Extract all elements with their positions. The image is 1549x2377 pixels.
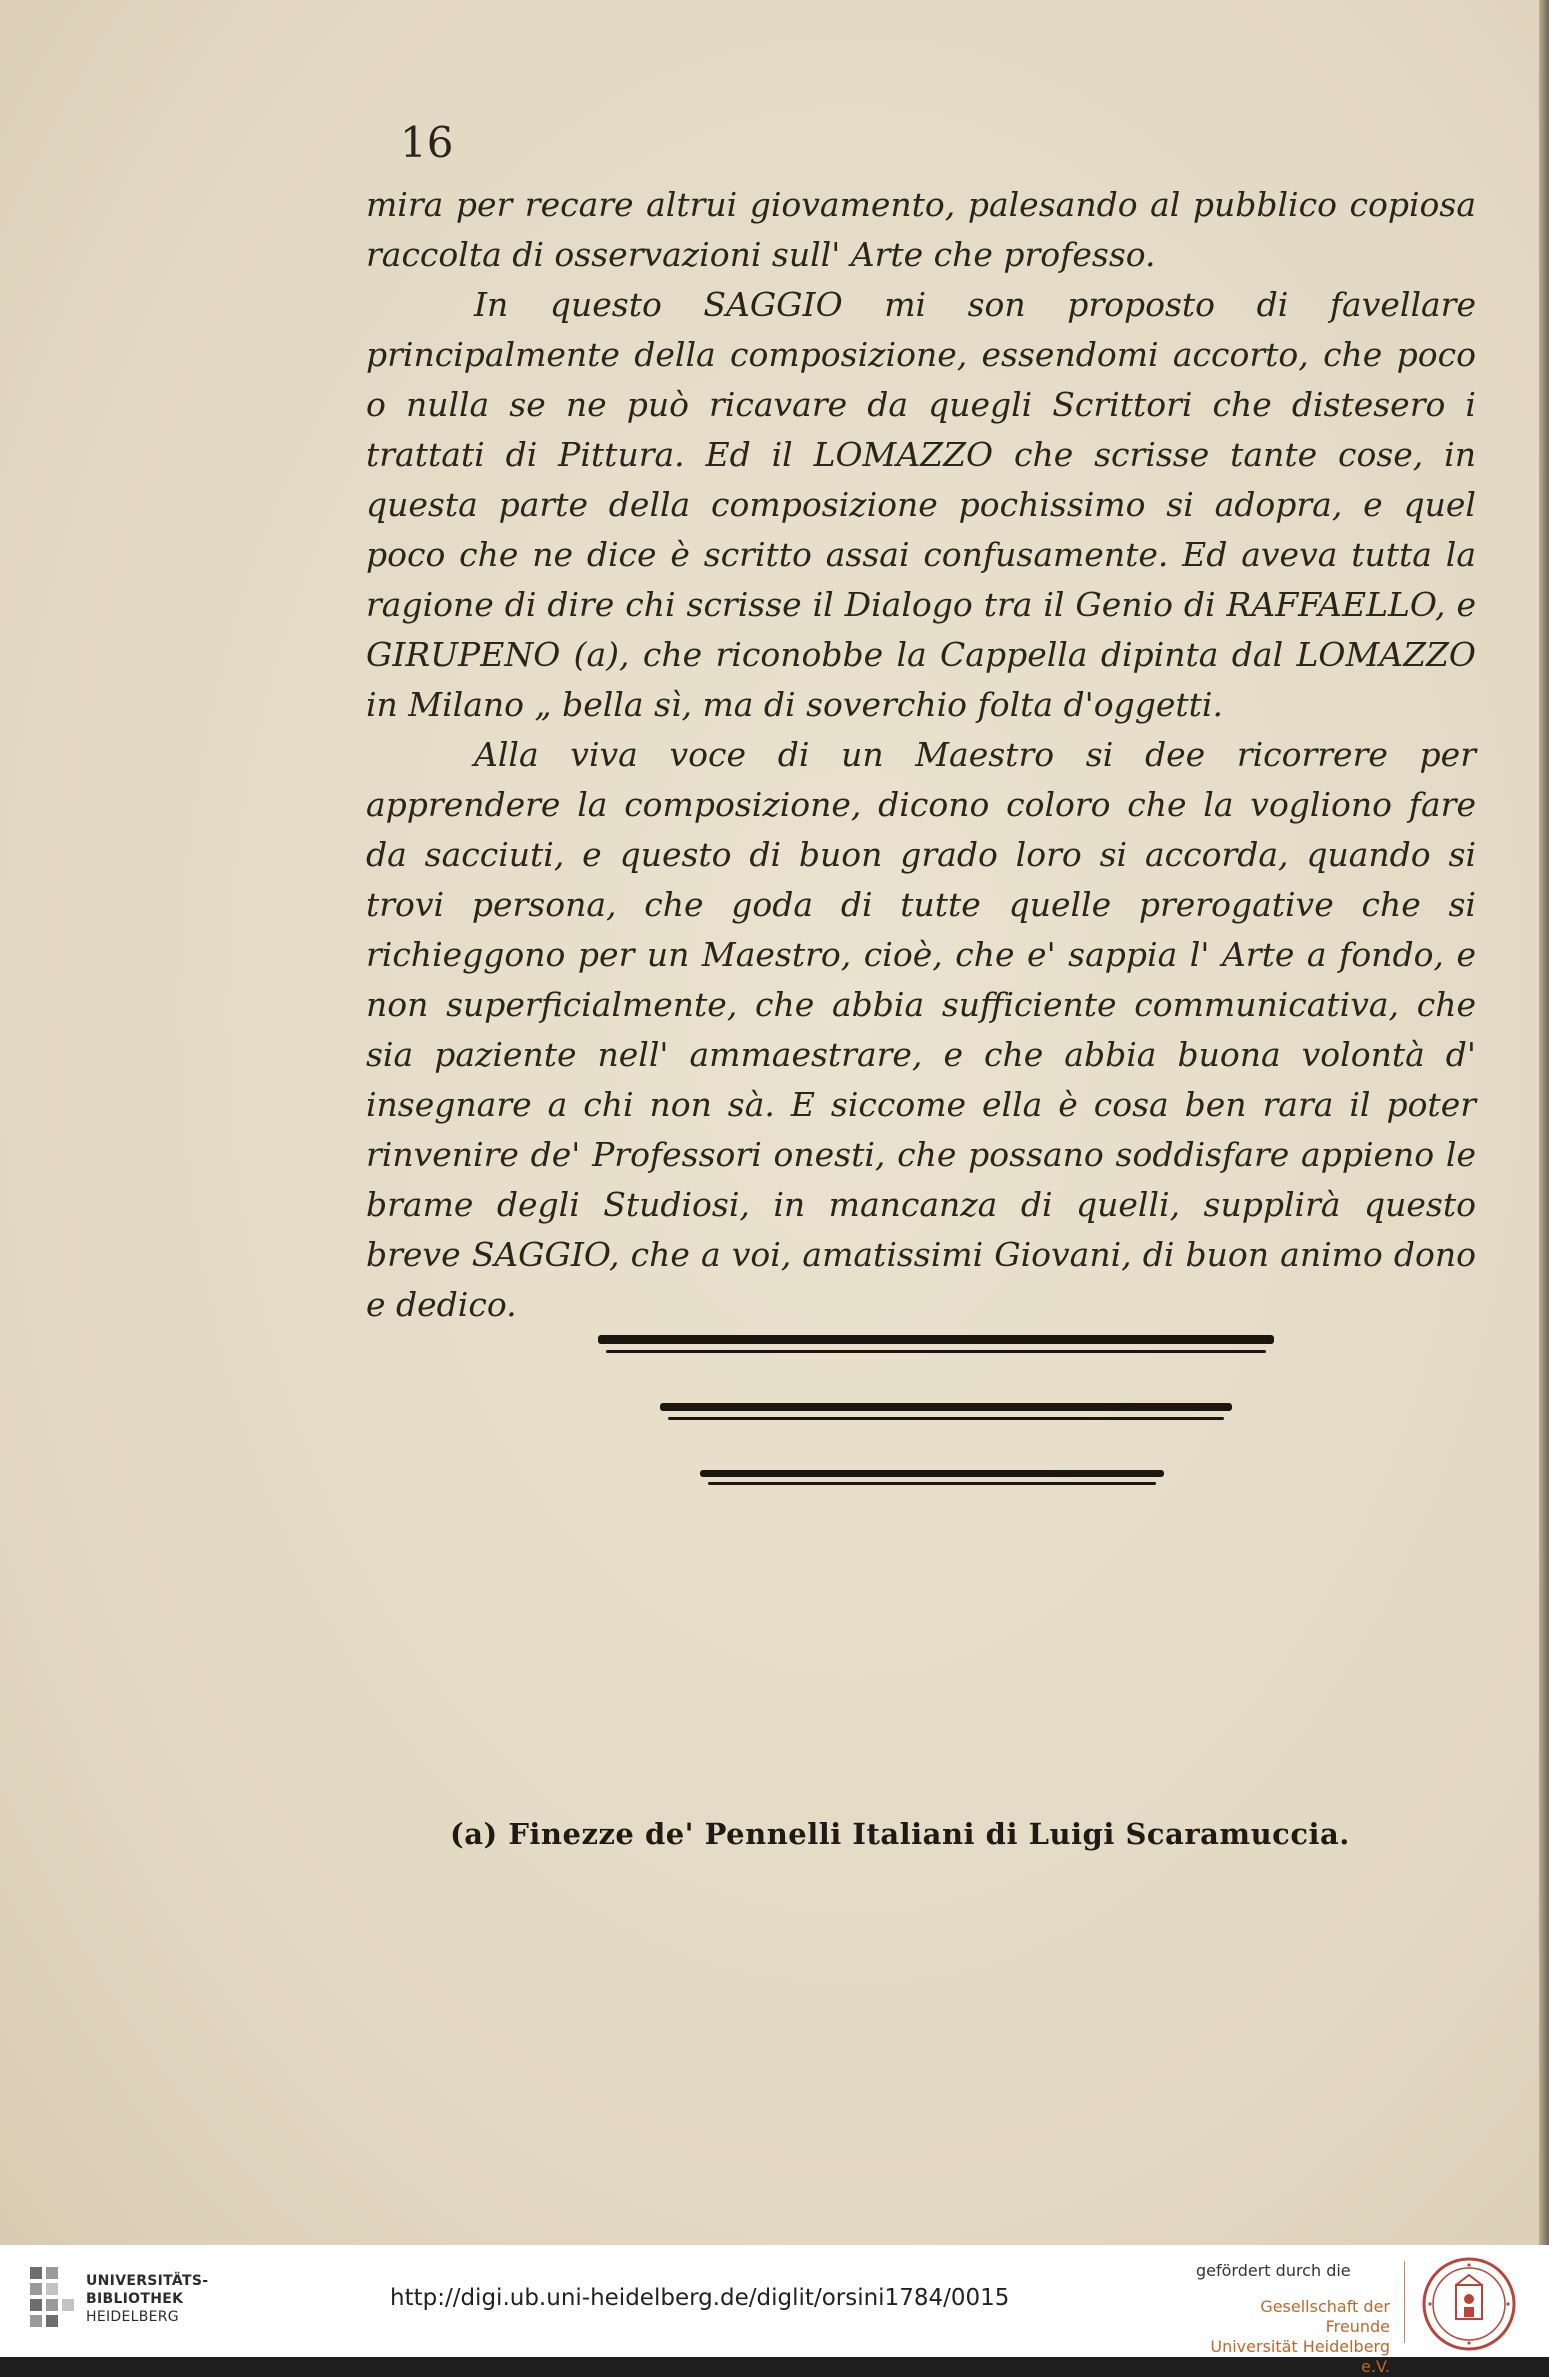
sponsor-divider — [1404, 2261, 1405, 2343]
footnote: (a) Finezze de' Pennelli Italiani di Luigi Scaramuccia. — [450, 1817, 1350, 1851]
paragraph-2: In questo SAGGIO mi son proposto di favellare principalmente della composizione, essendomi accorto, che poco o nulla se ne può ricavare da quegli Scrittori che distesero i trattati di Pittura. Ed il LOMAZZO che scrisse tante cose, in questa parte della composizione pochissimo si adopra, e quel poco che ne dice è scritto assai confusamente. Ed aveva tutta la ragione di dire chi scrisse il Dialogo tra il Genio di RAFFAELLO, e GIRUPENO (a), che riconobbe la Cappella dipinta dal LOMAZZO in Milano „ bella sì, ma di soverchio folta d'oggetti. — [366, 285, 1476, 724]
paragraph-3: Alla viva voce di un Maestro si dee ricorrere per apprendere la composizione, dicono coloro che la vogliono fare da sacciuti, e questo di buon grado loro si accorda, quando si trovi persona, che goda di tutte quelle prerogative che si richieggono per un Maestro, cioè, che e' sappia l' Arte a fondo, e non superficialmente, che abbia sufficiente communicativa, che sia paziente nell' ammaestrare, e che abbia buona volontà d' insegnare a chi non sà. E siccome ella è cosa ben rara il poter rinvenire de' Professori onesti, che possano soddisfare appieno le brame degli Studiosi, in mancanza di quelli, supplirà questo breve SAGGIO, che a voi, amatissimi Giovani, di buon animo dono e dedico. — [366, 735, 1476, 1324]
university-library-name: UNIVERSITÄTS- BIBLIOTHEK HEIDELBERG — [86, 2273, 209, 2325]
paragraph-1: mira per recare altrui giovamento, palesando al pubblico copiosa raccolta di osservazioni sull' Arte che professo. — [366, 185, 1476, 274]
permalink-url[interactable]: http://digi.ub.uni-heidelberg.de/diglit/orsini1784/0015 — [390, 2285, 1010, 2311]
ornament-rule-bottom — [700, 1470, 1164, 1477]
body-text — [366, 180, 1476, 1330]
ornament-rule-top — [598, 1335, 1274, 1344]
ornament-rule-bottom-thin — [708, 1482, 1156, 1485]
sponsor-name: Gesellschaft der Freunde Universität Heidelberg e.V. — [1210, 2297, 1390, 2376]
ornament-rule-middle-thin — [668, 1417, 1224, 1420]
sponsor-label: gefördert durch die — [1196, 2261, 1351, 2280]
ornament-rule-middle — [660, 1403, 1232, 1411]
ornament-rule-top-thin — [606, 1350, 1266, 1353]
viewer-footer — [0, 2245, 1549, 2376]
page-number: 16 — [400, 118, 454, 167]
university-seal-icon — [1422, 2257, 1516, 2351]
page-edge-shadow — [1539, 0, 1549, 2245]
university-library-logo-icon — [30, 2267, 74, 2333]
